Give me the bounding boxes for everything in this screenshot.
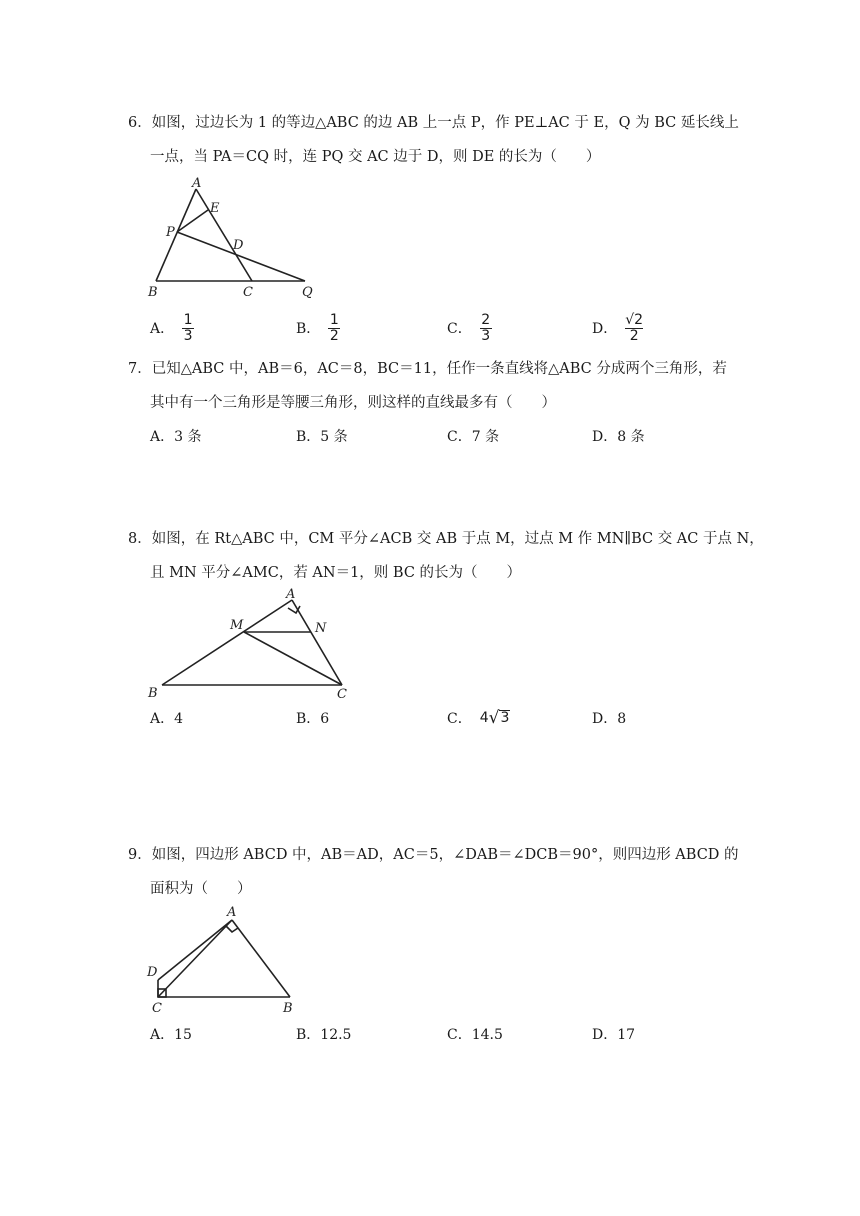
label-c: C: [152, 1001, 162, 1016]
question-6: [128, 106, 738, 174]
label-b: B: [148, 686, 158, 701]
q7-options: [150, 421, 750, 451]
label-c: C: [243, 285, 253, 300]
figure-q8: [140, 585, 370, 703]
q7-option-d[interactable]: D．8 条: [592, 429, 645, 445]
fraction: $\frac{√2}{2}$: [625, 311, 644, 344]
q9-option-d[interactable]: D．17: [592, 1027, 636, 1043]
question-9-line-2: 面积为（ ）: [150, 881, 252, 897]
label-n: N: [315, 621, 327, 636]
question-9-line-1: 9．如图，四边形 ABCD 中，AB＝AD，AC＝5，∠DAB＝∠DCB＝90°，则四边形 ABCD 的: [128, 847, 739, 863]
figure-q6: [140, 174, 330, 304]
radical-expression: 4 √ 3: [479, 708, 510, 728]
fraction: $\frac{2}{3}$: [481, 311, 491, 344]
label-a: A: [227, 905, 237, 920]
q6-option-c[interactable]: C． $\frac{2}{3}$: [447, 311, 491, 344]
segment-ca: [158, 920, 232, 997]
segment-ab: [156, 189, 196, 281]
question-6-line-1: 6．如图，过边长为 1 的等边△ABC 的边 AB 上一点 P，作 PE⊥AC 于 E，Q 为 BC 延长线上: [128, 115, 739, 131]
q9-options: [150, 1019, 750, 1049]
q8-option-d[interactable]: D．8: [592, 711, 627, 727]
question-8-line-1: 8．如图，在 Rt△ABC 中，CM 平分∠ACB 交 AB 于点 M，过点 M 作 MN∥BC 交 AC 于点 N，: [128, 531, 764, 547]
segment-ba: [162, 600, 292, 685]
q9-option-a[interactable]: A．15: [150, 1027, 192, 1043]
label-q: Q: [302, 285, 313, 300]
q8-option-b[interactable]: B．6: [296, 711, 330, 727]
label-m: M: [230, 618, 244, 633]
segment-ab: [232, 920, 290, 997]
label-d: D: [147, 965, 158, 980]
question-8-line-2: 且 MN 平分∠AMC，若 AN＝1，则 BC 的长为（ ）: [150, 565, 522, 581]
label-a: A: [286, 587, 296, 602]
question-7: [128, 352, 738, 420]
label-b: B: [148, 285, 158, 300]
segment-da: [158, 920, 232, 980]
q8-option-c[interactable]: C． 4 √ 3: [447, 708, 510, 728]
q6-option-a[interactable]: A． $\frac{1}{3}$: [150, 311, 193, 344]
question-8: [128, 522, 764, 590]
q8-options: [150, 703, 750, 733]
label-a: A: [192, 176, 202, 191]
segment-ac: [196, 189, 252, 281]
label-b: B: [283, 1001, 293, 1016]
label-e: E: [210, 201, 220, 216]
q7-option-b[interactable]: B．5 条: [296, 429, 348, 445]
q6-option-d[interactable]: D． $\frac{√2}{2}$: [592, 311, 644, 344]
question-7-line-2: 其中有一个三角形是等腰三角形，则这样的直线最多有（ ）: [150, 395, 556, 411]
question-9: [128, 838, 738, 906]
fraction: $\frac{1}{2}$: [329, 311, 339, 344]
q8-option-a[interactable]: A．4: [150, 711, 184, 727]
label-p: P: [166, 225, 175, 240]
q7-option-c[interactable]: C．7 条: [447, 429, 500, 445]
q9-option-c[interactable]: C．14.5: [447, 1027, 503, 1043]
figure-q9: [140, 900, 310, 1020]
q9-option-b[interactable]: B．12.5: [296, 1027, 352, 1043]
label-c: C: [337, 687, 347, 702]
q6-option-b[interactable]: B． $\frac{1}{2}$: [296, 311, 339, 344]
q7-option-a[interactable]: A．3 条: [150, 429, 202, 445]
fraction: $\frac{1}{3}$: [183, 311, 193, 344]
question-7-line-1: 7．已知△ABC 中，AB＝6，AC＝8，BC＝11，任作一条直线将△ABC 分成两个三角形，若: [128, 361, 727, 377]
label-d: D: [233, 238, 244, 253]
question-6-line-2: 一点，当 PA＝CQ 时，连 PQ 交 AC 边于 D，则 DE 的长为（ ）: [150, 149, 601, 165]
q6-options: [150, 313, 750, 343]
